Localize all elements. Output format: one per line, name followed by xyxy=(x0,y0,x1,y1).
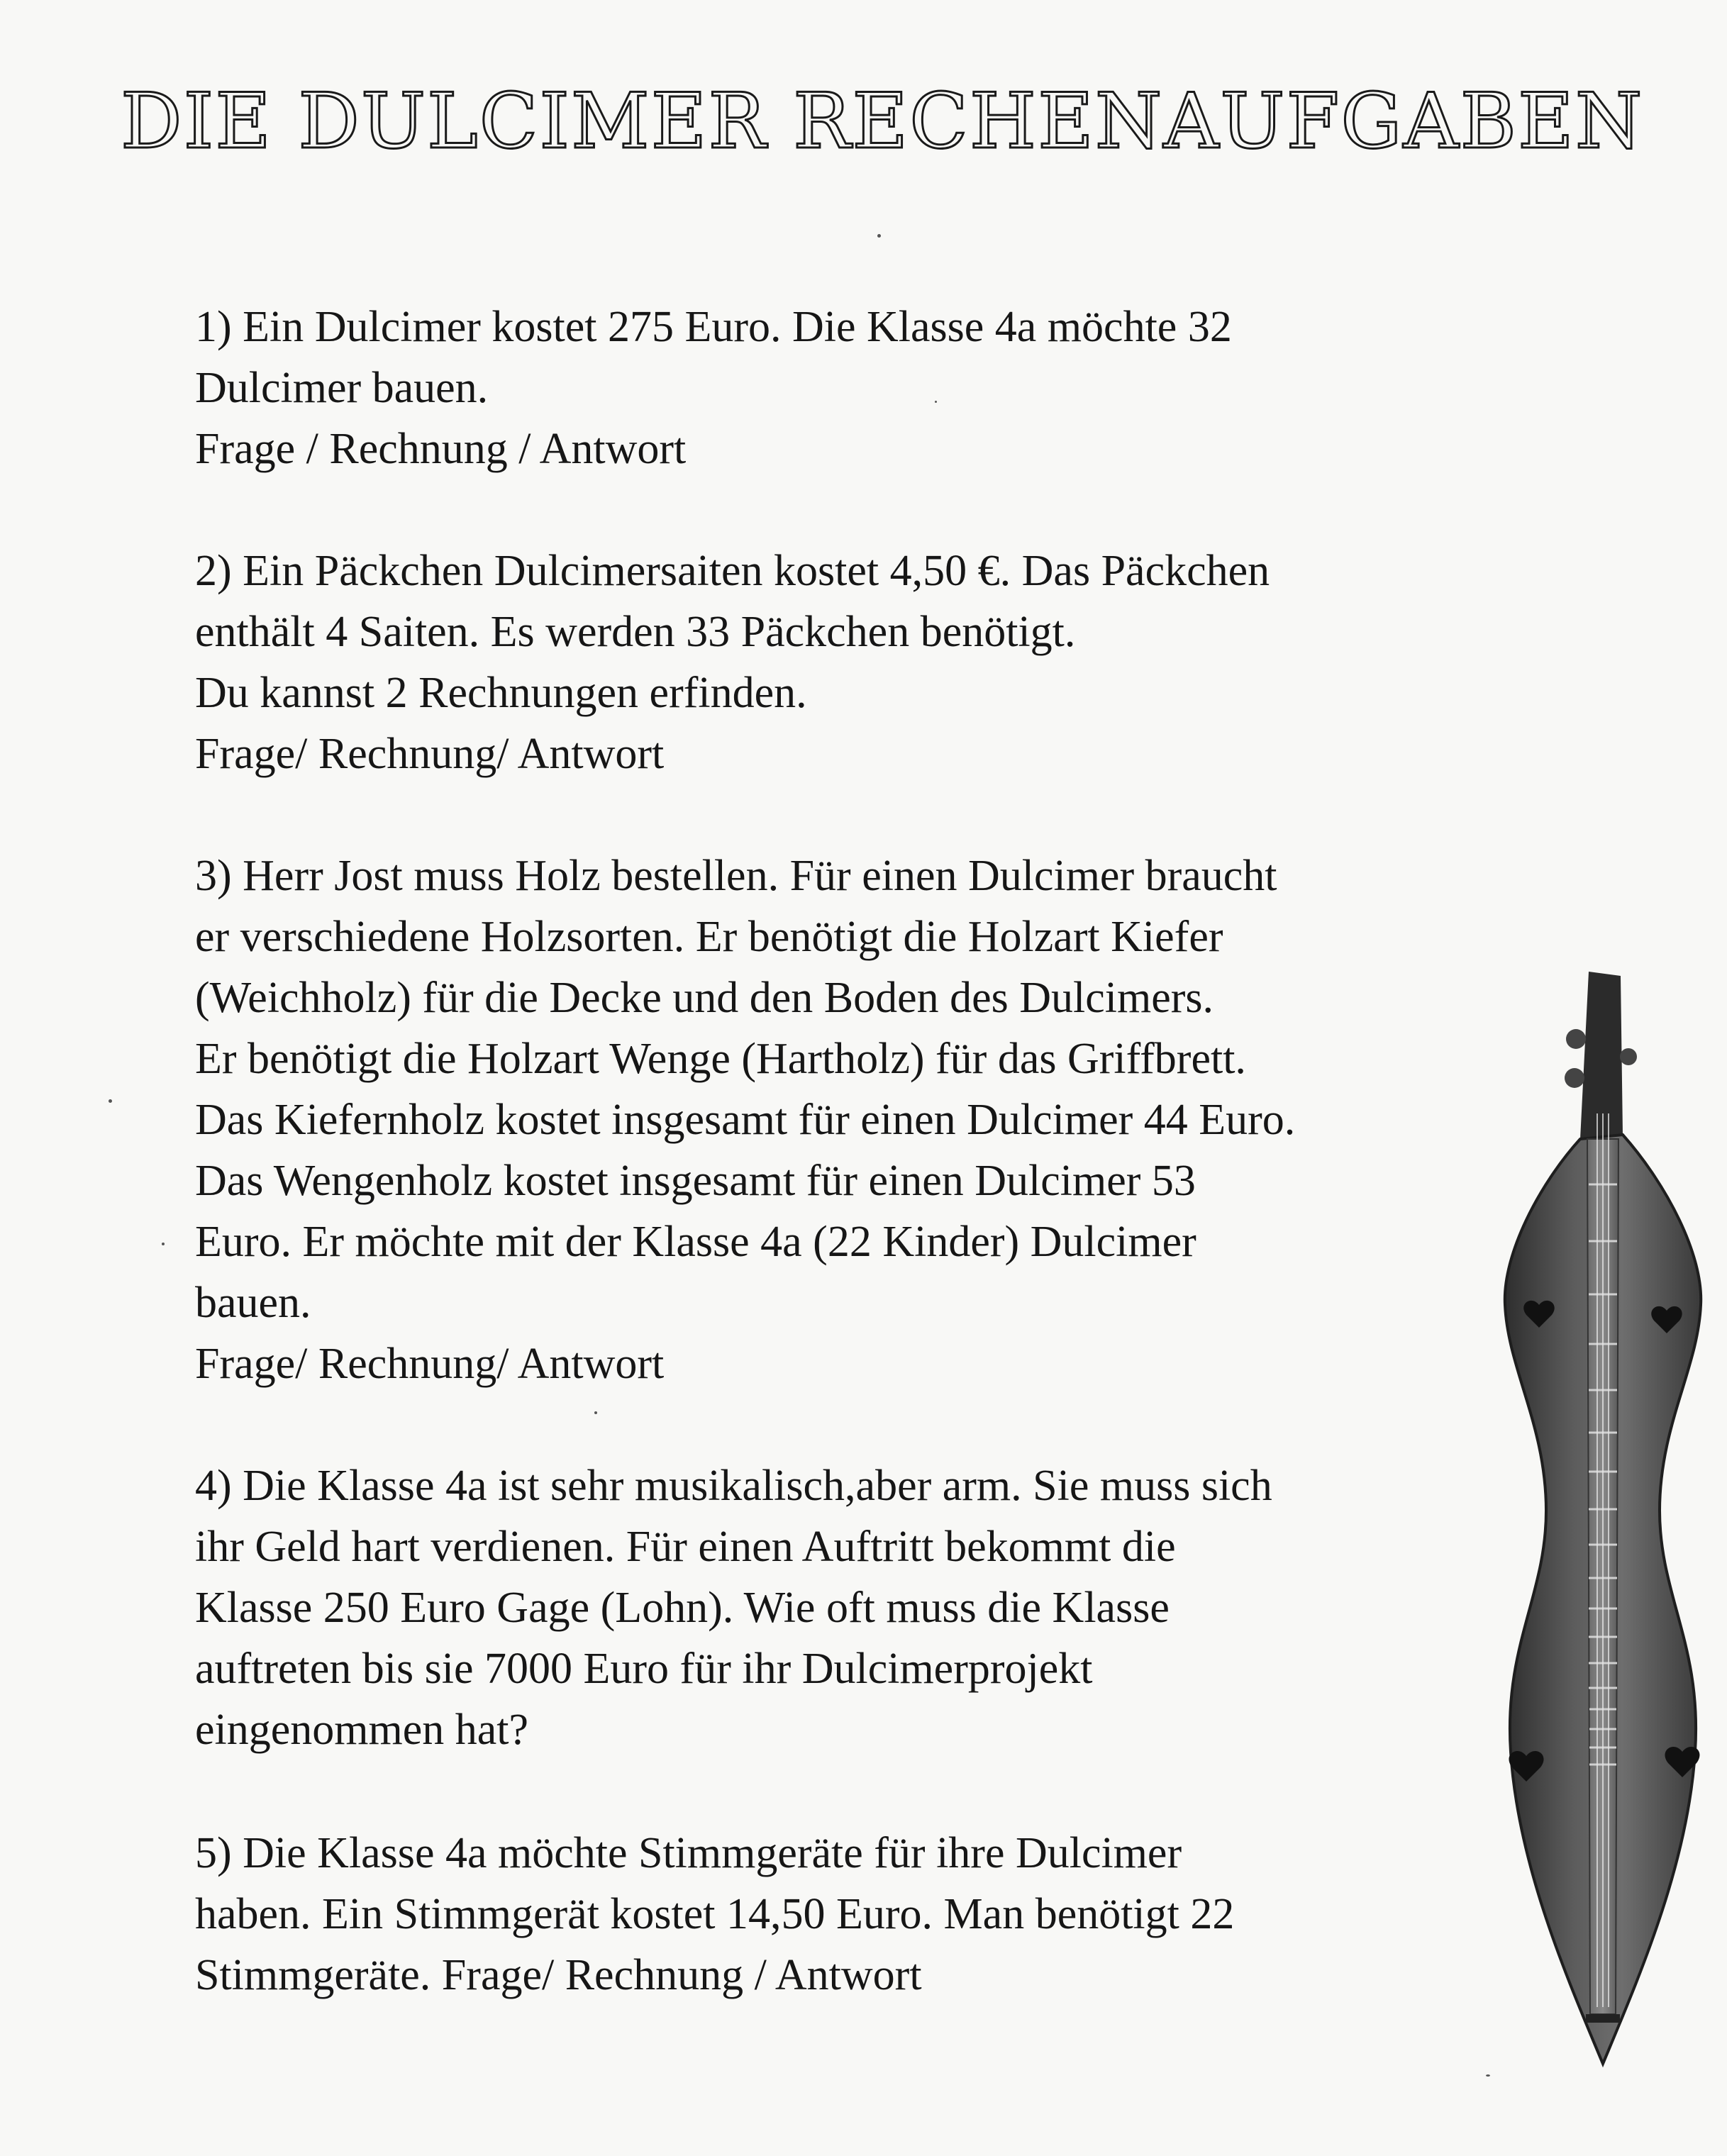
bridge xyxy=(1586,2014,1620,2023)
scan-speck xyxy=(1486,2074,1490,2077)
task-line: Das Wengenholz kostet insgesamt für einen Dulcimer 53 xyxy=(195,1157,1196,1205)
task-line: Euro. Er möchte mit der Klasse 4a (22 Kinder) Dulcimer xyxy=(195,1218,1196,1266)
task-line: bauen. xyxy=(195,1279,311,1327)
task-line: Frage / Rechnung / Antwort xyxy=(195,425,687,473)
task-line: eingenommen hat? xyxy=(195,1706,528,1754)
page-title: DIE DULCIMER RECHENAUFGABEN xyxy=(121,77,1644,166)
task-2 xyxy=(195,540,1270,784)
tuning-peg xyxy=(1620,1048,1637,1065)
task-line: Dulcimer bauen. xyxy=(195,364,489,412)
task-line: 5) Die Klasse 4a möchte Stimmgeräte für ihre Dulcimer xyxy=(195,1829,1182,1877)
task-line: Frage/ Rechnung/ Antwort xyxy=(195,1340,665,1388)
tuning-peg xyxy=(1566,1029,1586,1049)
task-line: Das Kiefernholz kostet insgesamt für einen Dulcimer 44 Euro. xyxy=(195,1096,1296,1144)
task-line: er verschiedene Holzsorten. Er benötigt die Holzart Kiefer xyxy=(195,913,1223,961)
task-line: 2) Ein Päckchen Dulcimersaiten kostet 4,50 €. Das Päckchen xyxy=(195,547,1270,595)
task-line: Klasse 250 Euro Gage (Lohn). Wie oft muss die Klasse xyxy=(195,1584,1170,1632)
task-line: ihr Geld hart verdienen. Für einen Auftritt bekommt die xyxy=(195,1523,1176,1571)
task-line: 1) Ein Dulcimer kostet 275 Euro. Die Klasse 4a möchte 32 xyxy=(195,303,1232,351)
task-5 xyxy=(195,1823,1234,2006)
task-line: Stimmgeräte. Frage/ Rechnung / Antwort xyxy=(195,1951,922,1999)
scan-speck xyxy=(594,1411,597,1414)
task-line: Frage/ Rechnung/ Antwort xyxy=(195,730,665,778)
task-line: auftreten bis sie 7000 Euro für ihr Dulcimerprojekt xyxy=(195,1645,1093,1693)
scan-speck xyxy=(877,234,881,238)
task-1 xyxy=(195,296,1232,479)
scan-speck xyxy=(109,1099,112,1103)
task-line: 3) Herr Jost muss Holz bestellen. Für einen Dulcimer braucht xyxy=(195,852,1277,900)
scan-speck xyxy=(162,1243,165,1245)
task-line: Du kannst 2 Rechnungen erfinden. xyxy=(195,669,807,717)
peghead xyxy=(1580,972,1623,1139)
task-line: enthält 4 Saiten. Es werden 33 Päckchen benötigt. xyxy=(195,608,1076,656)
scan-speck xyxy=(935,401,937,403)
task-line: haben. Ein Stimmgerät kostet 14,50 Euro. Man benötigt 22 xyxy=(195,1890,1235,1938)
task-line: (Weichholz) für die Decke und den Boden des Dulcimers. xyxy=(195,974,1214,1022)
mountain-dulcimer-icon xyxy=(1496,972,1709,2078)
task-3 xyxy=(195,845,1295,1394)
task-line: Er benötigt die Holzart Wenge (Hartholz) für das Griffbrett. xyxy=(195,1035,1246,1083)
task-line: 4) Die Klasse 4a ist sehr musikalisch,aber arm. Sie muss sich xyxy=(195,1462,1272,1510)
task-4 xyxy=(195,1455,1272,1760)
tuning-peg xyxy=(1565,1068,1584,1088)
